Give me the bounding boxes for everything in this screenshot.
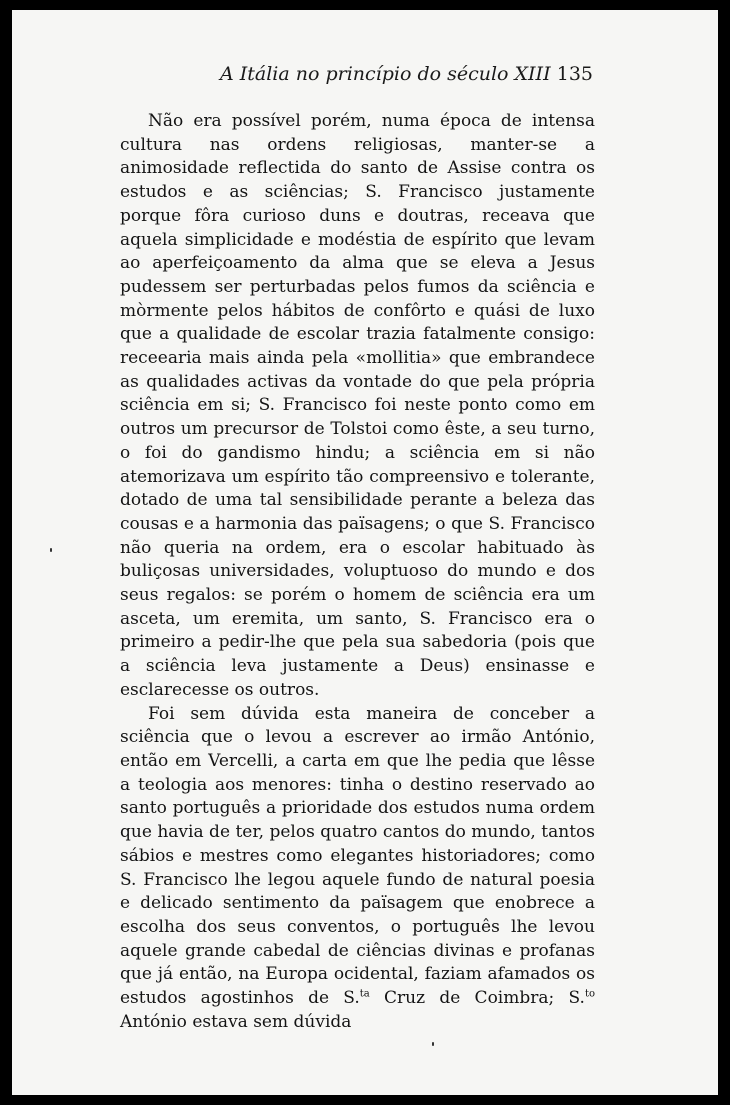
body-text <box>120 110 595 1034</box>
paragraph-text: Foi sem dúvida esta maneira de conceber a sciência que o levou a escrever ao irmão António, então em Vercelli, a carta em que lhe pedia que lêsse a teologia aos menores: tinha o destino reservado ao santo português a prioridade dos estudos numa ordem que havia de ter, pelos quatro cantos do mundo, tantos sábios e mestres como elegantes historiadores; como S. Francisco lhe legou aquele fundo de natural poesia e delicado sentimento da païsagem que enobrece a escolha dos seus conventos, o português lhe levou aquele grande cabedal de ciências divinas e profanas que já então, na Europa ocidental, faziam afamados os estudos agostinhos de S. <box>120 703 595 1009</box>
abbreviation-superscript: ta <box>359 988 370 1000</box>
paragraph <box>120 703 595 1035</box>
paragraph-text: Cruz de Coimbra; S. <box>369 988 585 1009</box>
page-number: 135 <box>556 63 593 85</box>
running-title: A Itália no princípio do século XIII <box>220 63 551 85</box>
abbreviation-superscript: to <box>584 988 596 1000</box>
scan-speck <box>50 548 52 552</box>
paragraph-text: António estava sem dúvida <box>120 1011 352 1032</box>
page-header <box>120 63 595 93</box>
paragraph: Não era possível porém, numa época de intensa cultura nas ordens religiosas, manter-se a animosidade reflectida do santo de Assise contra os estudos e as sciências; S. Francisco justamente porque fôra curioso duns e doutras, receava que aquela simplicidade e modéstia de espírito que levam ao aperfeiçoamento da alma que se eleva a Jesus pudessem ser perturbadas pelos fumos da sciência e mòrmente pelos hábitos de confôrto e quási de luxo que a qualidade de escolar trazia fatalmente consigo: receearia mais ainda pela «mollitia» que embrandece as qualidades activas da vontade do que pela própria sciência em si; S. Francisco foi neste ponto como em outros um precursor de Tolstoi como êste, a seu turno, o foi do gandismo hindu; a sciência em si não atemorizava um espírito tão compreensivo e tolerante, dotado de uma tal sensibilidade perante a beleza das cousas e a harmonia das païsagens; o que S. Francisco não queria na ordem, era o escolar habituado às buliçosas universidades, voluptuoso do mundo e dos seus regalos: se porém o homem de sciência era um asceta, um eremita, um santo, S. Francisco era o primeiro a pedir-lhe que pela sua sabedoria (pois que a sciência leva justamente a Deus) ensinasse e esclarecesse os outros. <box>120 111 595 700</box>
scan-speck <box>432 1042 434 1046</box>
